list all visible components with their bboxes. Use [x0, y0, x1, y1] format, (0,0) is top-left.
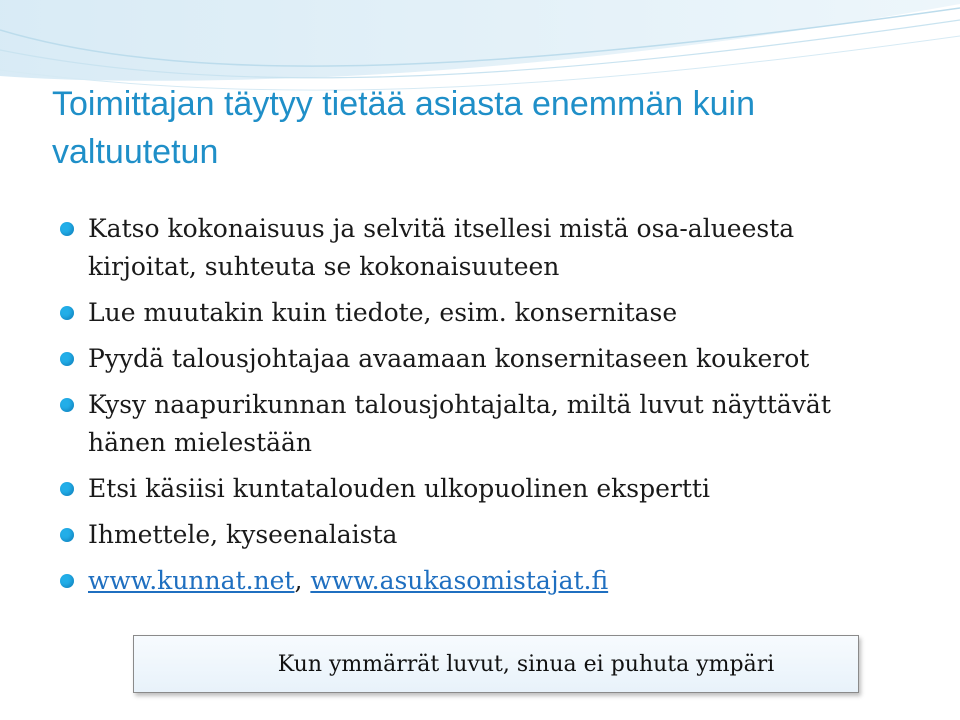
bullet-text-cont: kirjoitat, suhteuta se kokonaisuuteen [88, 252, 560, 281]
slide-title [52, 80, 912, 176]
callout-text: Kun ymmärrät luvut, sinua ei puhuta ympäri [277, 651, 775, 677]
bullet-icon [60, 574, 74, 588]
bullet-item [60, 294, 930, 332]
bullet-icon [60, 352, 74, 366]
bullet-icon [60, 482, 74, 496]
callout-box [133, 635, 859, 693]
title-line-2: valtuutetun [52, 133, 219, 171]
bullet-text: Lue muutakin kuin tiedote, esim. konsernitase [88, 298, 678, 327]
bullet-icon [60, 222, 74, 236]
bullet-item [60, 210, 930, 286]
bullet-icon [60, 528, 74, 542]
bullet-icon [60, 398, 74, 412]
link-separator: , [294, 566, 311, 595]
bullet-text: Kysy naapurikunnan talousjohtajalta, miltä luvut näyttävät [88, 390, 831, 419]
bullet-list [60, 210, 930, 600]
bullet-item [60, 470, 930, 508]
bullet-text: Katso kokonaisuus ja selvitä itsellesi mistä osa-alueesta [88, 214, 795, 243]
bullet-item [60, 340, 930, 378]
link-asukasomistajat[interactable]: www.asukasomistajat.fi [310, 566, 609, 595]
bullet-icon [60, 306, 74, 320]
bullet-item [60, 386, 930, 462]
bullet-text: Ihmettele, kyseenalaista [88, 520, 398, 549]
bullet-text-cont: hänen mielestään [88, 428, 313, 457]
title-line-1: Toimittajan täytyy tietää asiasta enemmän kuin [52, 85, 756, 123]
bullet-text: Etsi käsiisi kuntatalouden ulkopuolinen ekspertti [88, 474, 710, 503]
bullet-text: Pyydä talousjohtajaa avaamaan konsernitaseen koukerot [88, 344, 810, 373]
bullet-item [60, 516, 930, 554]
link-kunnat[interactable]: www.kunnat.net [88, 566, 295, 595]
bullet-item-links [60, 562, 930, 600]
